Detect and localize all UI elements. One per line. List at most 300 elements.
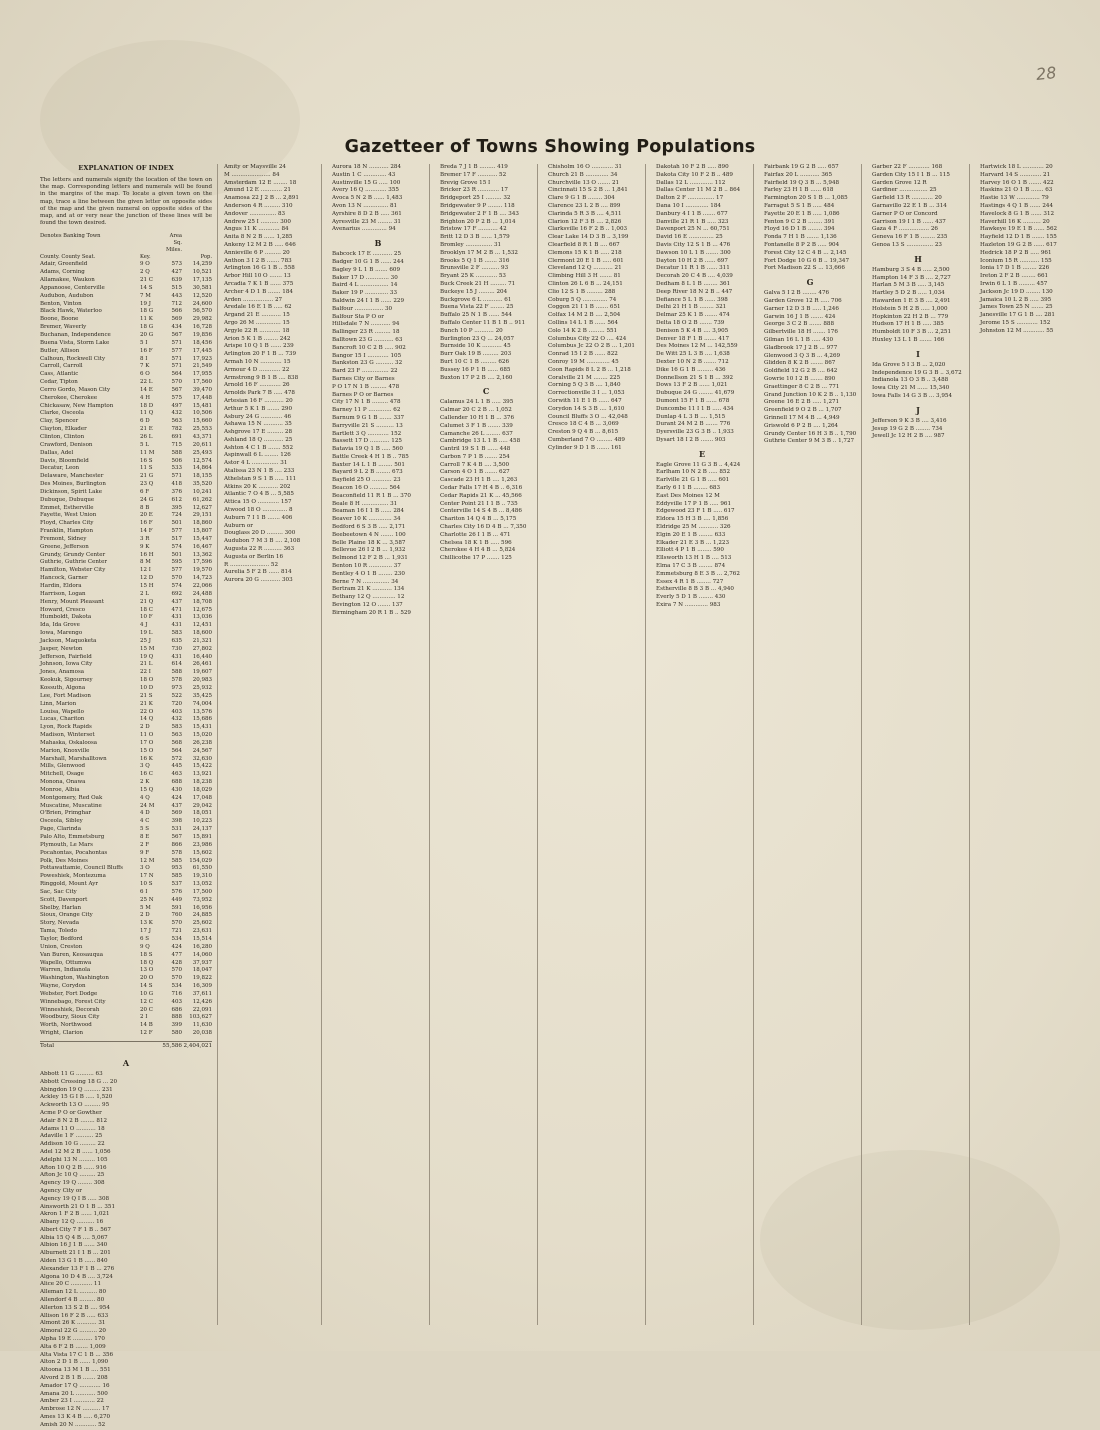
town-entry: Bentley 4 O 1 B ........ 230 <box>332 570 405 577</box>
county-row <box>40 426 212 434</box>
town-entry: Denver 18 F 1 B ....... 417 <box>656 335 730 342</box>
town-entry: Aurelia 5 F 2 B ...... 814 <box>224 569 292 576</box>
town-entry: Argand 21 E ........... 15 <box>224 312 290 319</box>
town-entry: Afton Jc 10 Q ......... 25 <box>40 1172 105 1179</box>
county-header-legend: Denotes Banking Town <box>40 233 101 240</box>
town-entry: Baker 17 D ............. 30 <box>332 274 398 281</box>
town-entry: Burt 10 C 1 B ......... 626 <box>440 358 510 365</box>
town-entry: Gardiner ................ 25 <box>872 187 937 194</box>
town-entry: Ankeny 12 M 2 B ..... 646 <box>224 241 296 248</box>
county-area: 721 <box>171 928 182 935</box>
town-entry: Dalton 2 F ............... 17 <box>656 195 724 202</box>
county-name: Dickinson, Spirit Lake <box>40 488 102 495</box>
town-entry: Adel 12 M 2 B ...... 1,056 <box>40 1148 111 1155</box>
county-pop: 23,631 <box>192 928 212 935</box>
county-row <box>40 332 212 340</box>
county-key: 9 O <box>140 261 150 268</box>
county-area: 434 <box>171 324 182 331</box>
town-entry: Carson 4 O 1 B ....... 627 <box>440 469 510 476</box>
town-entry: Cincinnati 15 S 2 B ... 1,841 <box>548 187 628 194</box>
town-entry: Delta 18 O 2 B ....... 739 <box>656 319 725 326</box>
county-area: 575 <box>171 394 182 401</box>
town-entry: Edgewood 23 F 1 B ..... 617 <box>656 508 735 515</box>
town-entry: Gaza 4 F ................. 26 <box>872 226 938 233</box>
county-name: Taylor, Bedford <box>40 935 83 942</box>
county-pop: 13,036 <box>192 614 212 621</box>
town-entry: Farmington 20 S 1 B ... 1,085 <box>764 195 848 202</box>
county-total-row <box>40 1041 212 1050</box>
town-entry: Buckgrove 6 L ........... 61 <box>440 296 512 303</box>
county-name: Guthrie, Guthrie Center <box>40 559 108 566</box>
town-entry: Beale 8 H ............... 31 <box>332 500 398 507</box>
county-row <box>40 967 212 975</box>
county-key: 2 D <box>140 912 150 919</box>
county-pop: 26,461 <box>192 661 212 668</box>
county-pop: 18,051 <box>192 810 212 817</box>
town-entry: Brunsville 2 F .......... 93 <box>440 265 509 272</box>
county-pop: 13,362 <box>192 551 212 558</box>
county-name: Calhoun, Rockwell City <box>40 355 106 362</box>
county-key: 18 G <box>140 308 154 315</box>
town-entry: Haverhill 16 K .......... 20 <box>980 218 1050 225</box>
town-entry: Goldfield 12 G 2 B .... 642 <box>764 368 838 375</box>
town-entry: Fairfield 19 Q 3 B ... 5,948 <box>764 179 840 186</box>
county-key: 2 L <box>140 590 149 597</box>
county-key: 12 F <box>140 1030 153 1037</box>
towns-column-6 <box>764 164 856 1325</box>
county-area: 531 <box>171 826 182 833</box>
town-entry: Ayresville 23 M ........ 31 <box>332 218 401 225</box>
county-row <box>40 575 212 583</box>
county-name: Clarke, Osceola <box>40 410 84 417</box>
county-key: 6 O <box>140 371 150 378</box>
county-seat-header: County Seat. <box>61 254 96 261</box>
town-entry: Amana 20 L ........... 500 <box>40 1390 108 1397</box>
county-row <box>40 944 212 952</box>
town-entry: Armour 4 D ............ 22 <box>224 366 290 373</box>
town-entry: Calmar 20 C 2 B ... 1,052 <box>440 407 512 414</box>
area-header: Area Sq. Miles. <box>165 233 182 254</box>
town-entry: Clearfield 8 R 1 B .... 667 <box>548 241 620 248</box>
county-area: 577 <box>171 347 182 354</box>
county-row <box>40 559 212 567</box>
county-name: Iowa, Marengo <box>40 630 83 637</box>
county-pop: 37,937 <box>192 959 212 966</box>
county-key: 22 I <box>140 669 151 676</box>
county-area: 432 <box>171 716 182 723</box>
town-entry: Arden ................. 27 <box>224 296 283 303</box>
county-key: 14 S <box>140 284 153 291</box>
county-area: 688 <box>171 779 182 786</box>
county-name: Delaware, Manchester <box>40 473 104 480</box>
county-row <box>40 497 212 505</box>
county-pop: 19,822 <box>192 975 212 982</box>
county-pop: 13,921 <box>192 771 212 778</box>
towns-column-3 <box>440 164 532 1325</box>
county-row <box>40 387 212 395</box>
county-key: 2 D <box>140 724 150 731</box>
town-entry: Atalissa 23 N 1 B .... 233 <box>224 468 295 475</box>
county-pop: 154,029 <box>189 857 212 864</box>
county-area: 577 <box>171 567 182 574</box>
county-area: 639 <box>171 277 182 284</box>
town-entry: Aspinwall 6 L ........ 126 <box>224 452 291 459</box>
town-entry: Carbon 7 P 1 B ....... 254 <box>440 453 510 460</box>
town-entry: Bridgeport 25 I ......... 32 <box>440 195 511 202</box>
county-row <box>40 379 212 387</box>
county-key: 18 S <box>140 951 153 958</box>
town-entry: Allendorf 4 B ......... 80 <box>40 1297 105 1304</box>
town-entry: Amsterdam 12 E ........ 18 <box>224 179 297 186</box>
county-pop: 23,986 <box>192 841 212 848</box>
town-entry: Algona 10 D 4 B .... 3,724 <box>40 1273 113 1280</box>
town-entry: Garden Grove 12 R ..... 706 <box>764 297 842 304</box>
county-area: 424 <box>171 943 182 950</box>
county-key: 13 K <box>140 920 153 927</box>
county-area: 445 <box>171 763 182 770</box>
county-name: Worth, Northwood <box>40 1022 92 1029</box>
county-key: 6 D <box>140 418 150 425</box>
county-area: 570 <box>171 575 182 582</box>
county-row <box>40 936 212 944</box>
county-key: 9 Q <box>140 943 150 950</box>
town-entry: Dunlap 4 L 3 B .... 1,515 <box>656 413 726 420</box>
town-entry: Allerton 13 S 2 B .... 954 <box>40 1304 110 1311</box>
county-area: 537 <box>171 881 182 888</box>
town-entry: Alden 13 G 1 B ...... 840 <box>40 1258 108 1265</box>
county-area: 437 <box>171 802 182 809</box>
county-name: Decatur, Leon <box>40 465 80 472</box>
county-name: Boone, Boone <box>40 316 79 323</box>
county-name: Pocahontas, Pocahontas <box>40 849 108 856</box>
county-key: 11 Q <box>140 410 154 417</box>
town-entry: Columbus Jc 22 O 2 B ... 1,201 <box>548 343 635 350</box>
town-entry: Dysart 18 I 2 B ....... 903 <box>656 436 726 443</box>
town-entry: Churchville 13 O ....... 21 <box>548 179 620 186</box>
town-entry: Bartlett 3 Q ............ 152 <box>332 430 402 437</box>
town-entry: Balltown 23 G ........... 63 <box>332 336 403 343</box>
town-entry: Farley 23 H 1 B ...... 618 <box>764 187 834 194</box>
town-entry: Center Point 21 I 1 B .. 735 <box>440 500 518 507</box>
town-entry: Floyd 16 D 1 B ........ 394 <box>764 226 835 233</box>
county-key: 14 B <box>140 1022 153 1029</box>
county-row <box>40 410 212 418</box>
town-entry: Griswold 6 P 2 B .... 1,264 <box>764 422 839 429</box>
town-entry: M ...................... 84 <box>224 171 280 178</box>
town-entry: Bunch 10 P ........... 20 <box>440 327 503 334</box>
town-entry: Arnold 16 F ............ 26 <box>224 382 290 389</box>
town-entry: Alta 6 F 2 B ....... 1,009 <box>40 1343 106 1350</box>
county-area: 724 <box>171 512 182 519</box>
town-entry: Ashawa 15 N ........... 35 <box>224 421 292 428</box>
county-key: 10 G <box>140 990 154 997</box>
county-area: 571 <box>171 473 182 480</box>
town-entry: Gowrie 10 I 2 B ....... 890 <box>764 375 836 382</box>
county-key: 12 C <box>140 998 153 1005</box>
county-name: Dubuque, Dubuque <box>40 496 95 503</box>
county-area: 591 <box>171 904 182 911</box>
county-key: 2 Q <box>140 269 150 276</box>
county-key: 21 K <box>140 700 153 707</box>
town-entry: Anamosa 22 J 2 B ... 2,891 <box>224 195 299 202</box>
town-entry: Ashgrove 17 E ......... 28 <box>224 429 293 436</box>
county-row <box>40 724 212 732</box>
town-entry: Forest City 12 C 4 B ... 2,145 <box>764 249 847 256</box>
total-label: Total <box>40 1042 55 1049</box>
town-entry: Iconium 15 R ........... 155 <box>980 257 1052 264</box>
town-entry: Hamburg 3 S 4 B ..... 2,500 <box>872 266 950 273</box>
town-entry: Jewell Jc 12 H 2 B .... 987 <box>872 433 945 440</box>
town-entry: Emmetsburg 8 E 3 B ... 2,762 <box>656 570 740 577</box>
column-divider <box>645 164 646 1325</box>
county-pop: 39,470 <box>192 386 212 393</box>
county-pop: 12,520 <box>192 292 212 299</box>
town-entry: Corning 5 Q 3 B .... 1,840 <box>548 382 621 389</box>
town-entry: Calumet 3 F 1 B ....... 339 <box>440 422 513 429</box>
county-name: Warren, Indianola <box>40 967 91 974</box>
town-entry: Afton 10 Q 2 B ...... 916 <box>40 1164 107 1171</box>
town-entry: Buck Creek 21 H ......... 71 <box>440 280 516 287</box>
county-area: 583 <box>171 724 182 731</box>
county-key: 18 O <box>140 677 154 684</box>
town-entry: Alta Vista 17 C 1 B ... 356 <box>40 1351 114 1358</box>
county-name: Franklin, Hampton <box>40 528 94 535</box>
county-area: 570 <box>171 967 182 974</box>
county-key: 24 G <box>140 496 154 503</box>
county-area: 432 <box>171 410 182 417</box>
town-entry: Clarinda 5 R 3 B .... 4,511 <box>548 210 622 217</box>
town-entry: Grundy Center 16 H 3 B .. 1,790 <box>764 430 857 437</box>
town-entry: Brighton 20 P 2 B ... 1,014 <box>440 218 516 225</box>
town-entry: Arcadia 7 K 1 B ...... 375 <box>224 280 294 287</box>
county-area: 576 <box>171 888 182 895</box>
county-area: 686 <box>171 1006 182 1013</box>
county-area: 471 <box>171 606 182 613</box>
county-row <box>40 458 212 466</box>
town-entry: Chariton 14 Q 4 B ... 5,175 <box>440 516 517 523</box>
town-entry: Amity or Maysville 24 <box>224 164 286 170</box>
town-entry: Collins 14 L 1 B ...... 564 <box>548 319 619 326</box>
county-pop: 15,447 <box>192 535 212 542</box>
town-entry: Dayton 10 H 2 B ...... 697 <box>656 257 728 264</box>
county-name: Kossuth, Algona <box>40 684 86 691</box>
county-row <box>40 897 212 905</box>
town-entry: Barryville 21 S .......... 13 <box>332 422 403 429</box>
county-table-subheader <box>40 254 212 261</box>
county-pop: 15,807 <box>192 528 212 535</box>
county-row <box>40 952 212 960</box>
town-entry: Garber 22 F ............ 168 <box>872 164 943 170</box>
county-key: 19 J <box>140 300 151 307</box>
town-entry: Jamaica 10 L 2 B ..... 395 <box>980 296 1052 303</box>
town-entry: Barnes City or Barnes <box>332 375 395 382</box>
town-entry: Armstrong 9 B 1 B .... 838 <box>224 374 299 381</box>
town-entry: Bangor 15 I ............ 105 <box>332 352 402 359</box>
town-entry: Geneva 16 F 1 B ........ 235 <box>872 234 948 241</box>
county-key: 18 Q <box>140 959 154 966</box>
town-entry: Abbott Crossing 18 G ... 20 <box>40 1078 118 1085</box>
county-key: 9 F <box>140 849 150 856</box>
town-entry: Garner 12 D 3 B ..... 1,246 <box>764 305 839 312</box>
town-entry: Clinton 26 L 6 B ... 24,151 <box>548 280 623 287</box>
town-entry: City 17 N 1 B ......... 478 <box>332 399 401 406</box>
county-key: 26 L <box>140 433 153 440</box>
county-key: 10 S <box>140 881 153 888</box>
town-entry: Abingdon 19 Q ......... 231 <box>40 1086 113 1093</box>
column-divider <box>969 164 970 1325</box>
town-entry: Dedham 8 L 1 B ........ 361 <box>656 280 731 287</box>
county-row <box>40 999 212 1007</box>
key-header: Key. <box>140 254 151 261</box>
town-entry: Delmar 25 K 1 B ....... 474 <box>656 312 730 319</box>
county-area: 760 <box>171 912 182 919</box>
county-area: 716 <box>171 990 182 997</box>
town-entry: Davis City 12 S 1 B ... 476 <box>656 241 731 248</box>
town-entry: Cylinder 9 D 1 B ....... 161 <box>548 444 622 451</box>
town-entry: Augusta or Berlin 16 <box>224 553 284 560</box>
county-pop: 12,675 <box>192 606 212 613</box>
town-entry: Garrison 19 I 1 B ...... 437 <box>872 218 946 225</box>
town-entry: Birmingham 20 R 1 B .. 529 <box>332 609 411 616</box>
town-entry: Belle Plaine 18 K ... 3,587 <box>332 539 406 546</box>
county-name: Sac, Sac City <box>40 888 77 895</box>
town-entry: Harvey 16 O 1 B ....... 422 <box>980 179 1054 186</box>
town-entry: Arbor Hill 10 O ....... 13 <box>224 273 291 280</box>
county-row <box>40 544 212 552</box>
county-pop: 14,723 <box>192 575 212 582</box>
section-letter-header: I <box>916 348 920 359</box>
county-row <box>40 450 212 458</box>
county-name: Clinton, Clinton <box>40 433 85 440</box>
county-row <box>40 975 212 983</box>
county-row <box>40 630 212 638</box>
county-name: Webster, Fort Dodge <box>40 990 98 997</box>
town-entry: Baxter 14 L 1 B ........ 501 <box>332 461 405 468</box>
county-name: Montgomery, Red Oak <box>40 794 103 801</box>
county-row <box>40 607 212 615</box>
town-entry: Dyersville 23 G 3 B .. 1,933 <box>656 429 734 436</box>
county-key: 12 M <box>140 857 155 864</box>
county-area: 614 <box>171 661 182 668</box>
towns-column-4 <box>548 164 640 1325</box>
town-entry: Dows 13 F 2 B ...... 1,021 <box>656 382 728 389</box>
town-entry: Albany 12 Q .......... 16 <box>40 1219 104 1226</box>
town-entry: George 3 C 2 B ....... 888 <box>764 321 835 328</box>
county-row <box>40 371 212 379</box>
town-entry: Clemons 15 K 1 B ..... 218 <box>548 249 622 256</box>
town-entry: Bedford 6 S 3 B ..... 2,171 <box>332 524 406 531</box>
town-entry: Alexander 13 F 1 B ... 276 <box>40 1265 115 1272</box>
county-key: 12 I <box>140 567 151 574</box>
county-pop: 17,448 <box>192 394 212 401</box>
town-entry: Cumberland 7 O ......... 489 <box>548 436 625 443</box>
county-key: 25 N <box>140 896 154 903</box>
section-letter-header: E <box>698 448 706 459</box>
county-area: 574 <box>171 583 182 590</box>
town-entry: Arion 5 K 1 B ........ 242 <box>224 335 291 342</box>
town-entry: Bancroft 10 C 2 B ..... 902 <box>332 344 406 351</box>
town-entry: Aurora 20 G ........... 303 <box>224 577 293 584</box>
town-entry: Garden Grove 12 R <box>872 179 927 186</box>
town-entry: Alpha 19 E ........... 170 <box>40 1336 105 1343</box>
county-row <box>40 324 212 332</box>
county-pop: 24,600 <box>192 300 212 307</box>
county-area: 730 <box>171 645 182 652</box>
town-entry: Callender 10 H 1 B ... 376 <box>440 414 515 421</box>
town-entry: Johnston 12 M ............ 55 <box>980 327 1054 334</box>
town-entry: Camanche 26 L ........ 637 <box>440 430 513 437</box>
county-area: 612 <box>171 496 182 503</box>
county-key: 10 D <box>140 684 154 691</box>
town-entry: Barnes P O or Barnes <box>332 391 394 398</box>
county-pop: 15,481 <box>192 402 212 409</box>
county-name: Muscatine, Muscatine <box>40 802 102 809</box>
county-area: 563 <box>171 418 182 425</box>
county-row <box>40 763 212 771</box>
county-name: Hardin, Eldora <box>40 583 82 590</box>
town-entry: Hastings 4 Q 1 B ...... 244 <box>980 202 1054 209</box>
county-pop: 15,422 <box>192 763 212 770</box>
column-divider <box>753 164 754 1325</box>
town-entry: Bertram 21 K ........... 134 <box>332 586 405 593</box>
county-name: Winneshiek, Decorah <box>40 1006 100 1013</box>
county-pop: 15,514 <box>192 935 212 942</box>
town-entry: Hastie 13 W ............. 79 <box>980 195 1049 202</box>
town-entry: Breda 7 J 1 B ......... 419 <box>440 164 508 170</box>
county-key: 16 F <box>140 347 153 354</box>
town-entry: Ballinger 23 R ......... 18 <box>332 329 400 336</box>
county-area: 477 <box>171 951 182 958</box>
county-pop: 14,060 <box>192 951 212 958</box>
town-entry: Danville 21 R 1 B ..... 323 <box>656 218 729 225</box>
county-row <box>40 442 212 450</box>
county-area: 533 <box>171 465 182 472</box>
town-entry: Eddyville 17 P 1 B ..... 961 <box>656 500 732 507</box>
town-entry: Albia 15 Q 4 B .... 5,067 <box>40 1234 108 1241</box>
town-entry: Fayette 20 E 1 B ..... 1,086 <box>764 210 840 217</box>
county-pop: 24,488 <box>192 590 212 597</box>
county-area: 430 <box>171 786 182 793</box>
town-entry: Clare 9 G 1 B ........ 304 <box>548 195 615 202</box>
county-row <box>40 638 212 646</box>
county-name: Wright, Clarion <box>40 1030 84 1037</box>
county-row <box>40 1014 212 1022</box>
town-entry: Belmond 12 F 2 B ... 1,931 <box>332 555 408 562</box>
town-entry: Glidden 8 K 2 B ....... 867 <box>764 360 836 367</box>
town-entry: Bethany 12 Q ............. 12 <box>332 594 405 601</box>
county-area: 376 <box>171 488 182 495</box>
county-row <box>40 285 212 293</box>
town-entry: Ashton 4 C 1 B ....... 552 <box>224 444 294 451</box>
county-name: Sioux, Orange City <box>40 912 93 919</box>
town-entry: Batavia 19 Q 1 B ..... 560 <box>332 446 403 453</box>
town-entry: Charlotte 26 I 1 B ... 471 <box>440 531 511 538</box>
county-row <box>40 434 212 442</box>
county-key: 10 F <box>140 614 153 621</box>
town-entry: Baldwin 24 I 1 B ...... 229 <box>332 297 405 304</box>
county-pop: 25,602 <box>192 920 212 927</box>
town-entry: Alleman 12 L .......... 80 <box>40 1289 107 1296</box>
county-area: 501 <box>171 551 182 558</box>
county-pop: 24,137 <box>192 826 212 833</box>
town-entry: Allison 16 F 2 B ..... 633 <box>40 1312 109 1319</box>
county-row <box>40 842 212 850</box>
town-entry: Augusta 22 R .......... 363 <box>224 546 295 553</box>
county-name: Linn, Marion <box>40 700 77 707</box>
county-row <box>40 512 212 520</box>
county-row <box>40 716 212 724</box>
county-key: 5 M <box>140 904 151 911</box>
